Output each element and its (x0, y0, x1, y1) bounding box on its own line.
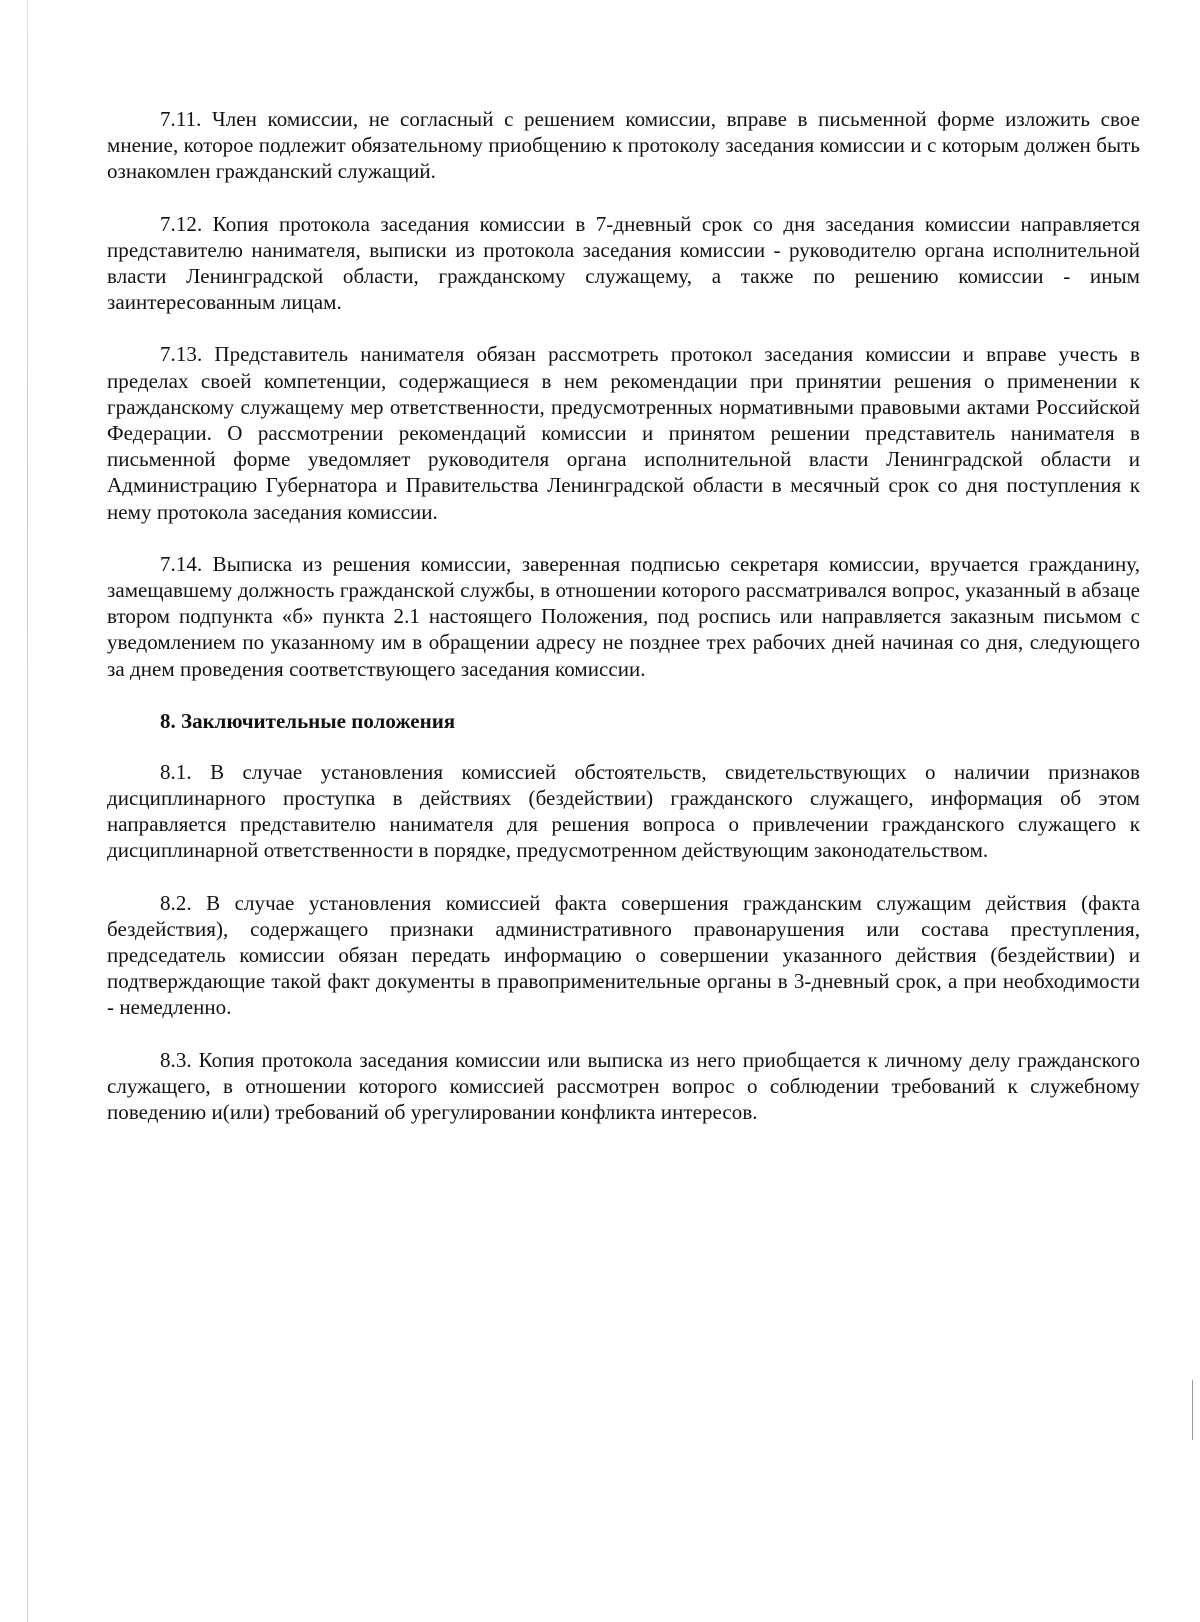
paragraph-7-14: 7.14. Выписка из решения комиссии, заверенная подписью секретаря комиссии, вручается гражданину, замещавшему должность гражданской службы, в отношении которого рассматривался вопрос, указанный в абзаце втором подпункта «б» пункта 2.1 настоящего Положения, под роспись или направляется заказным письмом с уведомлением по указанному им в обращении адресу не позднее трех рабочих дней начиная со дня, следующего за днем проведения соответствующего заседания комиссии. (107, 551, 1140, 681)
section-8-heading: 8. Заключительные положения (160, 708, 456, 733)
paragraph-8-1: 8.1. В случае установления комиссией обстоятельств, свидетельствующих о наличии признаков дисциплинарного проступка в действиях (бездействии) гражданского служащего, информация об этом направляется представителю нанимателя для решения вопроса о привлечении гражданского служащего к дисциплинарной ответственности в порядке, предусмотренном действующим законодательством. (107, 759, 1140, 863)
paragraph-7-11: 7.11. Член комиссии, не согласный с решением комиссии, вправе в письменной форме изложить свое мнение, которое подлежит обязательному приобщению к протоколу заседания комиссии и с которым должен быть ознакомлен гражданский служащий. (107, 107, 1140, 184)
scan-edge-mark (1192, 1380, 1193, 1440)
document-body (107, 106, 1140, 1151)
scan-edge-line (27, 0, 28, 1622)
paragraph-7-13: 7.13. Представитель нанимателя обязан рассмотреть протокол заседания комиссии и вправе учесть в пределах своей компетенции, содержащиеся в нем рекомендации при принятии решения о применении к гражданскому служащему мер ответственности, предусмотренных нормативными правовыми актами Российской Федерации. О рассмотрении рекомендаций комиссии и принятом решении представитель нанимателя в письменной форме уведомляет руководителя органа исполнительной власти Ленинградской области и Администрацию Губернатора и Правительства Ленинградской области в месячный срок со дня поступления к нему протокола заседания комиссии. (107, 342, 1140, 524)
paragraph-7-12: 7.12. Копия протокола заседания комиссии в 7-дневный срок со дня заседания комиссии направляется представителю нанимателя, выписки из протокола заседания комиссии - руководителю органа исполнительной власти Ленинградской области, гражданскому служащему, а также по решению комиссии - иным заинтересованным лицам. (107, 211, 1140, 315)
paragraph-8-3: 8.3. Копия протокола заседания комиссии или выписка из него приобщается к личному делу гражданского служащего, в отношении которого комиссией рассмотрен вопрос о соблюдении требований к служебному поведению и(или) требований об урегулировании конфликта интересов. (107, 1047, 1140, 1125)
paragraph-8-2: 8.2. В случае установления комиссией факта совершения гражданским служащим действия (факта бездействия), содержащего признаки административного правонарушения или состава преступления, председатель комиссии обязан передать информацию о совершении указанного действия (бездействии) и подтверждающие такой факт документы в правоприменительные органы в 3-дневный срок, а при необходимости - немедленно. (107, 890, 1140, 1020)
